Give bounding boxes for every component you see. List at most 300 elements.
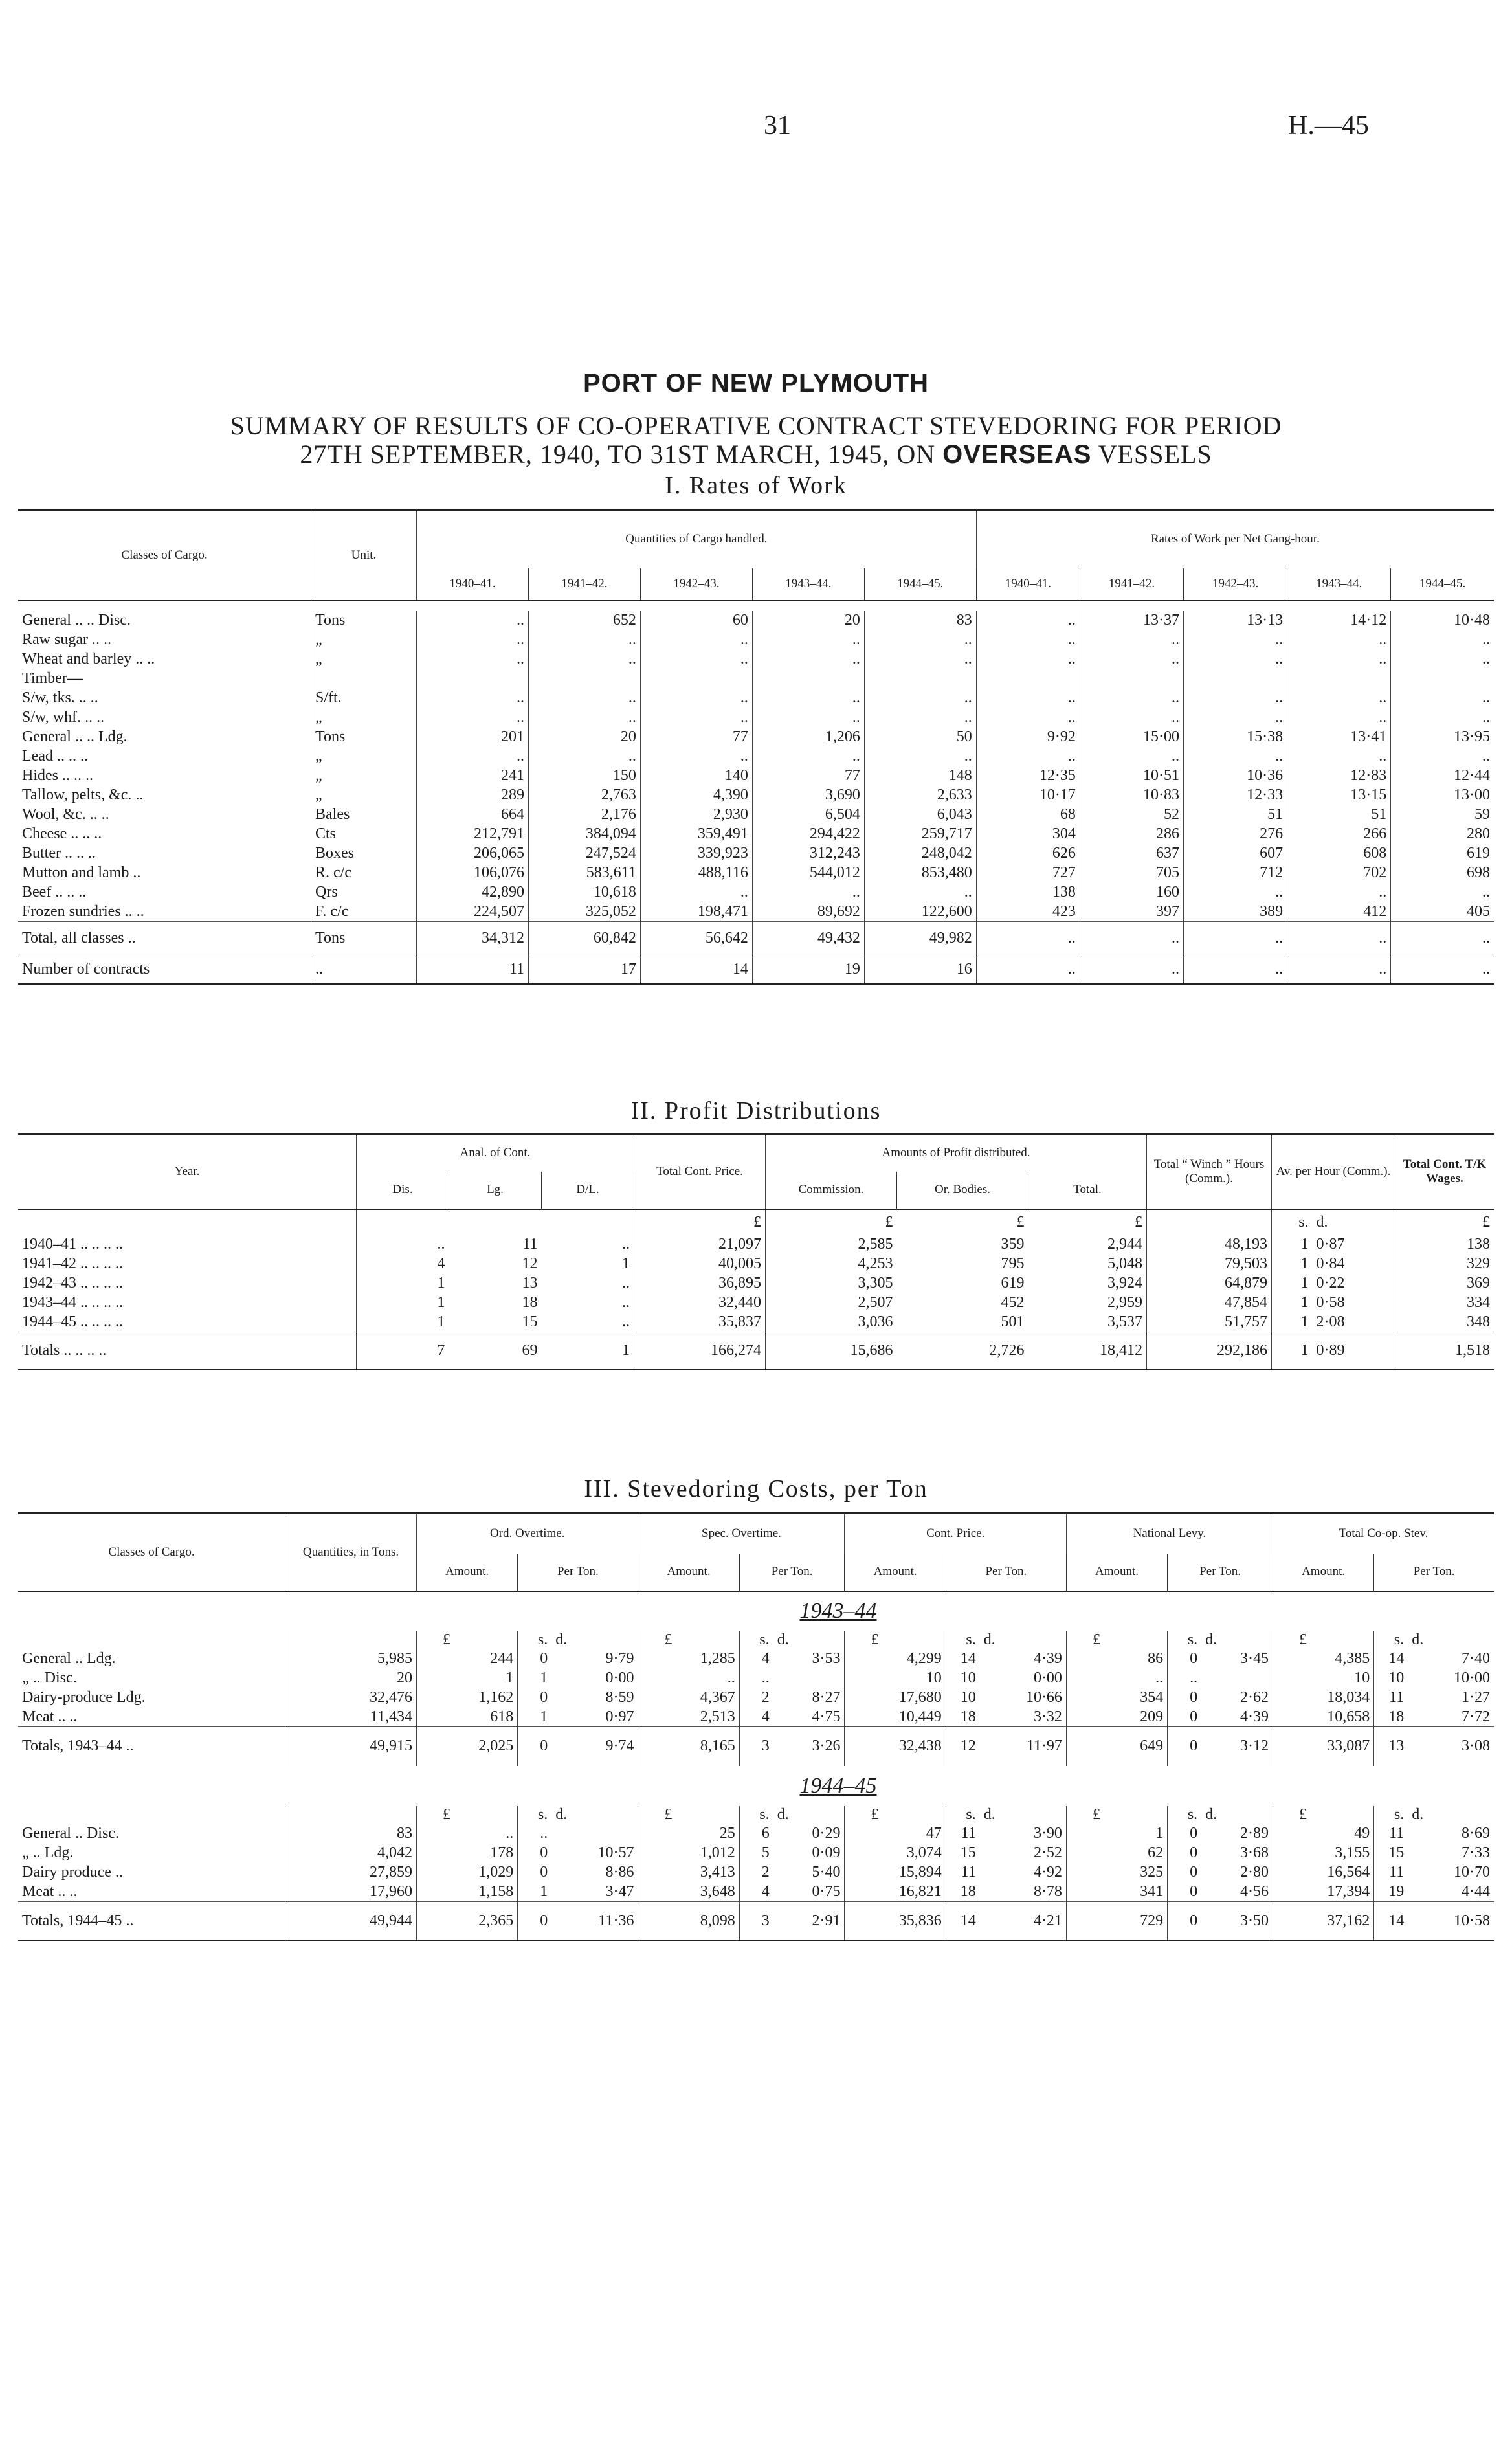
pound-unit: £ <box>1066 1806 1167 1824</box>
quantity-value: 49,432 <box>752 922 864 955</box>
sp-pence: 3·26 <box>773 1727 845 1766</box>
ord-shillings: 0 <box>540 1864 548 1881</box>
quantity-value <box>752 669 864 689</box>
cargo-unit <box>311 669 417 689</box>
ord-shillings: 0 <box>518 1727 552 1766</box>
rate-value: 10·51 <box>1080 766 1183 786</box>
sp-shillings: 4 <box>761 1883 770 1900</box>
quantity-value: .. <box>752 689 864 708</box>
quantity-value: 488,116 <box>640 864 752 883</box>
sp-amount: .. <box>638 1669 739 1688</box>
header-av-per-hour: Av. per Hour (Comm.). <box>1272 1134 1395 1209</box>
rate-value: 51 <box>1287 805 1391 825</box>
header-rates: Rates of Work per Net Gang-hour. <box>1150 532 1320 546</box>
cp-shillings: 18 <box>960 1883 976 1900</box>
total-tot: 18,412 <box>1028 1332 1147 1370</box>
profit-winch: 47,854 <box>1147 1293 1272 1313</box>
quantity-tons: 17,960 <box>285 1883 417 1902</box>
sp-shillings: 2 <box>761 1689 770 1706</box>
quantity-value: 2,763 <box>528 786 640 805</box>
rate-value <box>1391 669 1494 689</box>
rate-value: .. <box>1287 747 1391 766</box>
quantity-value: .. <box>640 747 752 766</box>
profit-av_s: 1 <box>1300 1275 1309 1291</box>
nl-shillings: 0 <box>1190 1650 1198 1667</box>
cp-amount: 32,438 <box>845 1727 946 1766</box>
profit-winch: 48,193 <box>1147 1235 1272 1255</box>
profit-tot: 2,959 <box>1028 1293 1147 1313</box>
sp-pence: 8·27 <box>773 1688 845 1708</box>
table-row <box>18 669 1494 689</box>
cargo-class: Lead .. .. .. <box>18 747 311 766</box>
shilling-unit: s. <box>759 1631 770 1648</box>
quantity-tons: 49,915 <box>285 1727 417 1766</box>
totals-row <box>18 1902 1494 1941</box>
quantity-year-header: 1940–41. <box>417 568 529 601</box>
ord-pence: 0·00 <box>551 1669 638 1688</box>
header-per-ton: Per Ton. <box>1168 1554 1273 1591</box>
table-row <box>18 1313 1494 1332</box>
total-tcp: 166,274 <box>634 1332 766 1370</box>
rate-value: 13·13 <box>1184 611 1287 631</box>
ord-amount: 618 <box>417 1708 518 1727</box>
rate-value: 727 <box>976 864 1080 883</box>
cargo-class: Number of contracts <box>18 955 311 984</box>
rate-value: .. <box>976 689 1080 708</box>
profit-distributions-table <box>18 1133 1494 1370</box>
tc-pence: 10·58 <box>1408 1902 1494 1941</box>
quantity-value: 325,052 <box>528 902 640 922</box>
sp-pence: 4·75 <box>773 1708 845 1727</box>
quantity-year-header: 1943–44. <box>752 568 864 601</box>
ord-pence: 9·79 <box>551 1649 638 1669</box>
nl-pence: 2·89 <box>1201 1824 1273 1844</box>
header-ord-overtime: Ord. Overtime. <box>417 1514 638 1554</box>
profit-winch: 64,879 <box>1147 1274 1272 1293</box>
profit-dis: 1 <box>437 1294 445 1311</box>
pence-unit: d. <box>1201 1806 1273 1824</box>
cp-amount: 4,299 <box>845 1649 946 1669</box>
nl-amount: 354 <box>1066 1688 1167 1708</box>
quantity-value: .. <box>417 650 529 669</box>
quantity-value: 339,923 <box>640 844 752 864</box>
cargo-class: General .. Disc. <box>18 1824 285 1844</box>
rate-year-header: 1944–45. <box>1419 577 1466 590</box>
pence-unit: d. <box>980 1806 1067 1824</box>
profit-av_s: 1 <box>1300 1255 1309 1272</box>
rate-value: 68 <box>976 805 1080 825</box>
sp-amount: 1,285 <box>638 1649 739 1669</box>
cp-pence: 11·97 <box>980 1727 1067 1766</box>
tc-amount: 16,564 <box>1273 1863 1373 1883</box>
quantity-value: .. <box>528 650 640 669</box>
profit-orb: 795 <box>1001 1255 1025 1272</box>
cargo-class: Tallow, pelts, &c. .. <box>18 786 311 805</box>
quantity-value: .. <box>864 747 976 766</box>
total-tk: 1,518 <box>1395 1332 1495 1370</box>
tc-amount: 10,658 <box>1273 1708 1373 1727</box>
quantity-value: 2,633 <box>864 786 976 805</box>
rate-value: 276 <box>1184 825 1287 844</box>
cargo-class: „ .. Disc. <box>18 1669 285 1688</box>
rate-value: .. <box>1287 708 1391 728</box>
cp-shillings: 14 <box>960 1650 976 1667</box>
sp-shillings: 3 <box>739 1902 773 1941</box>
ord-pence: 8·86 <box>551 1863 638 1883</box>
header-per-ton: Per Ton. <box>946 1554 1066 1591</box>
nl-pence: 2·80 <box>1201 1863 1273 1883</box>
quantity-value: .. <box>752 650 864 669</box>
tc-pence: 3·08 <box>1408 1727 1494 1766</box>
ord-amount: 178 <box>417 1844 518 1863</box>
tc-amount: 3,155 <box>1273 1844 1373 1863</box>
profit-com: 3,305 <box>858 1275 893 1291</box>
ord-amount: 1,162 <box>417 1688 518 1708</box>
profit-lg: 13 <box>522 1275 538 1291</box>
table-row <box>18 883 1494 902</box>
total-year: Totals .. .. .. .. <box>18 1332 357 1370</box>
table-row <box>18 728 1494 747</box>
rate-value: .. <box>1080 631 1183 650</box>
rate-value: 423 <box>976 902 1080 922</box>
rate-value: 13·15 <box>1287 786 1391 805</box>
rate-value <box>1080 669 1183 689</box>
profit-tcp: 21,097 <box>634 1235 766 1255</box>
profit-av_s: 1 <box>1300 1313 1309 1330</box>
cp-pence: 0·00 <box>980 1669 1067 1688</box>
nl-shillings: 0 <box>1168 1902 1202 1941</box>
profit-tk: 334 <box>1467 1294 1490 1311</box>
cargo-unit: S/ft. <box>311 689 417 708</box>
tc-amount: 37,162 <box>1273 1902 1373 1941</box>
tc-amount: 49 <box>1273 1824 1373 1844</box>
report-subtitle-line2 <box>0 440 1512 469</box>
sp-amount: 25 <box>638 1824 739 1844</box>
header-national-levy: National Levy. <box>1066 1514 1273 1554</box>
cargo-class: Totals, 1944–45 .. <box>18 1902 285 1941</box>
cp-pence: 3·90 <box>980 1824 1067 1844</box>
quantity-value: .. <box>417 611 529 631</box>
quantity-value: .. <box>864 708 976 728</box>
tc-pence: 7·72 <box>1462 1708 1490 1725</box>
rate-value: .. <box>976 611 1080 631</box>
ord-shillings: 0 <box>540 1689 548 1706</box>
cp-amount: 17,680 <box>845 1688 946 1708</box>
header-cont-price: Cont. Price. <box>845 1514 1066 1554</box>
profit-tk: 369 <box>1467 1275 1490 1291</box>
cargo-class: Wool, &c. .. .. <box>18 805 311 825</box>
cp-pence: 4·21 <box>980 1902 1067 1941</box>
total-dl: 1 <box>542 1332 634 1370</box>
shilling-unit: s. <box>1394 1631 1405 1648</box>
quantity-value: 42,890 <box>417 883 529 902</box>
nl-amount: 1 <box>1066 1824 1167 1844</box>
cp-pence: 2·52 <box>980 1844 1067 1863</box>
nl-shillings: .. <box>1190 1670 1198 1686</box>
header-quantities-tons: Quantities, in Tons. <box>285 1514 417 1591</box>
cargo-class: Raw sugar .. .. <box>18 631 311 650</box>
quantity-value: .. <box>864 883 976 902</box>
quantity-value: 150 <box>528 766 640 786</box>
cp-amount: 47 <box>845 1824 946 1844</box>
subtitle-overseas: OVERSEAS <box>942 440 1092 469</box>
ord-pence: 8·59 <box>551 1688 638 1708</box>
rate-value: 412 <box>1287 902 1391 922</box>
cargo-class: Frozen sundries .. .. <box>18 902 311 922</box>
rate-value: 13·37 <box>1080 611 1183 631</box>
ord-shillings: 0 <box>540 1844 548 1861</box>
rate-value: .. <box>1482 631 1490 648</box>
rate-value: .. <box>976 708 1080 728</box>
profit-orb: 501 <box>1001 1313 1025 1330</box>
tc-pence: 1·27 <box>1462 1689 1490 1706</box>
rate-value: .. <box>1080 689 1183 708</box>
year-heading-row <box>18 1766 1494 1806</box>
profit-lg: 11 <box>522 1236 538 1253</box>
cp-pence: 8·78 <box>980 1883 1067 1902</box>
pence-unit: d. <box>1412 1806 1424 1823</box>
profit-tcp: 40,005 <box>634 1255 766 1274</box>
nl-shillings: 0 <box>1190 1689 1198 1706</box>
header-total-coop: Total Co-op. Stev. <box>1339 1526 1429 1541</box>
rate-value: .. <box>1184 747 1287 766</box>
year-heading: 1944–45 <box>799 1773 877 1798</box>
cargo-class: General .. Ldg. <box>18 1649 285 1669</box>
quantity-value: 544,012 <box>752 864 864 883</box>
header-per-ton: Per Ton. <box>1413 1565 1455 1578</box>
dis-unit <box>357 1209 449 1235</box>
quantity-value: 289 <box>417 786 529 805</box>
quantity-value: 664 <box>417 805 529 825</box>
rate-value: 304 <box>976 825 1080 844</box>
quantity-value: .. <box>528 747 640 766</box>
quantity-year-header: 1942–43. <box>640 568 752 601</box>
rate-value: 637 <box>1080 844 1183 864</box>
cargo-unit: .. <box>311 955 417 984</box>
profit-av_d: 2·08 <box>1313 1313 1395 1332</box>
profit-com: 4,253 <box>858 1255 893 1272</box>
header-per-ton: Per Ton. <box>739 1554 845 1591</box>
rate-value: .. <box>1391 955 1494 984</box>
quantity-value: 1,206 <box>752 728 864 747</box>
sp-amount: 4,367 <box>638 1688 739 1708</box>
nl-pence: 3·50 <box>1201 1902 1273 1941</box>
profit-winch: 51,757 <box>1147 1313 1272 1332</box>
rate-value: .. <box>976 922 1080 955</box>
sp-shillings: 6 <box>761 1825 770 1842</box>
sp-shillings: 2 <box>761 1864 770 1881</box>
rate-value: .. <box>1184 708 1287 728</box>
tc-shillings: 10 <box>1388 1670 1405 1686</box>
rate-value: .. <box>976 650 1080 669</box>
cargo-class: Total, all classes .. <box>18 922 311 955</box>
profit-com: 2,585 <box>858 1236 893 1253</box>
table-row <box>18 747 1494 766</box>
pence-unit: d. <box>1412 1631 1424 1648</box>
profit-av_d: 0·84 <box>1313 1255 1395 1274</box>
quantity-tons: 20 <box>285 1669 417 1688</box>
sp-amount: 8,165 <box>638 1727 739 1766</box>
cargo-unit: „ <box>311 631 417 650</box>
page-number: 31 <box>764 111 791 140</box>
blank-cell <box>18 1631 285 1649</box>
quantity-value: .. <box>864 689 976 708</box>
stevedoring-costs-table <box>18 1512 1494 1941</box>
winch-unit <box>1147 1209 1272 1235</box>
pound-unit: £ <box>638 1806 739 1824</box>
page-reference: H.—45 <box>1288 111 1369 140</box>
profit-tcp: 32,440 <box>634 1293 766 1313</box>
pound-unit: £ <box>845 1631 946 1649</box>
rate-value: 59 <box>1474 806 1490 823</box>
header-year: Year. <box>18 1134 357 1209</box>
pound-unit: £ <box>417 1806 518 1824</box>
tc-shillings: 14 <box>1374 1902 1408 1941</box>
shilling-unit: s. <box>966 1806 976 1823</box>
rate-value: 280 <box>1467 825 1490 842</box>
quantity-value: 2,930 <box>640 805 752 825</box>
year-unit <box>18 1209 357 1235</box>
cargo-unit: „ <box>311 747 417 766</box>
quantity-value: .. <box>752 708 864 728</box>
quantity-tons: 5,985 <box>285 1649 417 1669</box>
cargo-unit: „ <box>311 708 417 728</box>
pence-unit: d. <box>980 1631 1067 1649</box>
quantity-value: 140 <box>640 766 752 786</box>
profit-tot: 5,048 <box>1028 1255 1147 1274</box>
quantity-value: 10,618 <box>528 883 640 902</box>
rate-value: .. <box>976 631 1080 650</box>
nl-pence: 2·62 <box>1201 1688 1273 1708</box>
rate-value: .. <box>1287 689 1391 708</box>
rate-value: .. <box>1482 748 1490 765</box>
header-amounts-profit: Amounts of Profit distributed. <box>766 1134 1147 1172</box>
profit-dis: 1 <box>437 1313 445 1330</box>
rate-value: .. <box>1482 651 1490 667</box>
quantity-value: 224,507 <box>417 902 529 922</box>
ord-pence: 3·47 <box>551 1883 638 1902</box>
rate-value: .. <box>976 955 1080 984</box>
nl-pence: 4·39 <box>1201 1708 1273 1727</box>
header-anal-cont: Anal. of Cont. <box>357 1134 634 1172</box>
rate-value: 266 <box>1287 825 1391 844</box>
tk-unit: £ <box>1482 1213 1490 1231</box>
sp-pence: 0·09 <box>773 1844 845 1863</box>
rate-value: .. <box>976 747 1080 766</box>
quantity-value: .. <box>640 631 752 650</box>
rate-value: .. <box>1287 883 1391 902</box>
cp-pence: 10·66 <box>980 1688 1067 1708</box>
tcp-unit: £ <box>634 1209 766 1235</box>
sp-pence: 5·40 <box>773 1863 845 1883</box>
cp-amount: 10 <box>845 1669 946 1688</box>
rate-value: 705 <box>1080 864 1183 883</box>
cp-amount: 15,894 <box>845 1863 946 1883</box>
totals-row <box>18 1727 1494 1766</box>
rate-value: .. <box>1184 631 1287 650</box>
subtitle-vessels: VESSELS <box>1098 440 1212 469</box>
quantity-value: .. <box>417 708 529 728</box>
rate-value: .. <box>1080 922 1183 955</box>
ord-amount: 1,029 <box>417 1863 518 1883</box>
rate-value: 12·33 <box>1184 786 1287 805</box>
total-dis: 7 <box>357 1332 449 1370</box>
cargo-class: Timber— <box>18 669 311 689</box>
profit-av_s: 1 <box>1300 1236 1309 1253</box>
rate-value: 12·83 <box>1287 766 1391 786</box>
quantity-value: 248,042 <box>864 844 976 864</box>
total-com: 15,686 <box>766 1332 897 1370</box>
units-row <box>18 1209 1494 1235</box>
profit-com: 2,507 <box>858 1294 893 1311</box>
pence-unit: d. <box>1201 1631 1273 1649</box>
rate-value: 608 <box>1287 844 1391 864</box>
rate-value: 52 <box>1080 805 1183 825</box>
profit-orb: 452 <box>1001 1294 1025 1311</box>
section-rates-heading: I. Rates of Work <box>665 472 847 499</box>
nl-shillings: 0 <box>1190 1708 1198 1725</box>
cargo-class: Meat .. .. <box>18 1883 285 1902</box>
table-row <box>18 902 1494 922</box>
table-row <box>18 1824 1494 1844</box>
quantity-value: 583,611 <box>528 864 640 883</box>
quantity-value: 16 <box>864 955 976 984</box>
nl-pence: 3·12 <box>1201 1727 1273 1766</box>
total-av_s: 1 <box>1272 1332 1313 1370</box>
cargo-unit: Tons <box>311 728 417 747</box>
quantity-value: 312,243 <box>752 844 864 864</box>
profit-dl: 1 <box>542 1255 634 1274</box>
rate-value: .. <box>1184 689 1287 708</box>
profit-tot: 3,537 <box>1028 1313 1147 1332</box>
quantity-year-header: 1941–42. <box>528 568 640 601</box>
profit-dis: .. <box>437 1236 445 1253</box>
header-spec-overtime: Spec. Overtime. <box>638 1514 845 1554</box>
tc-pence: 7·33 <box>1462 1844 1490 1861</box>
cp-pence: 4·92 <box>980 1863 1067 1883</box>
profit-year: 1940–41 .. .. .. .. <box>18 1235 357 1255</box>
rate-value: 405 <box>1467 902 1490 920</box>
ord-amount: 2,025 <box>417 1727 518 1766</box>
header-dl: D/L. <box>542 1172 634 1209</box>
rate-value: 15·00 <box>1080 728 1183 747</box>
profit-year: 1943–44 .. .. .. .. <box>18 1293 357 1313</box>
ord-pence: 11·36 <box>551 1902 638 1941</box>
shilling-unit: s. <box>966 1631 976 1648</box>
blank-cell <box>285 1806 417 1824</box>
rate-value: .. <box>1482 884 1490 900</box>
quantity-value: 359,491 <box>640 825 752 844</box>
pound-unit: £ <box>1273 1631 1373 1649</box>
header-winch-hours: Total “ Winch ” Hours (Comm.). <box>1147 1134 1272 1209</box>
rate-value <box>1287 669 1391 689</box>
quantity-value: 122,600 <box>864 902 976 922</box>
profit-dis: 4 <box>437 1255 445 1272</box>
header-amount: Amount. <box>845 1554 946 1591</box>
table-row <box>18 689 1494 708</box>
rate-value: .. <box>1287 650 1391 669</box>
quantity-tons: 11,434 <box>285 1708 417 1727</box>
rate-value: 626 <box>976 844 1080 864</box>
rate-value: .. <box>1080 708 1183 728</box>
quantity-value: 50 <box>864 728 976 747</box>
sp-shillings: 3 <box>739 1727 773 1766</box>
rate-value: .. <box>1184 922 1287 955</box>
shilling-unit: s. <box>759 1806 770 1823</box>
rate-year-header: 1943–44. <box>1287 568 1391 601</box>
sp-amount: 3,413 <box>638 1863 739 1883</box>
nl-amount: 209 <box>1066 1708 1167 1727</box>
